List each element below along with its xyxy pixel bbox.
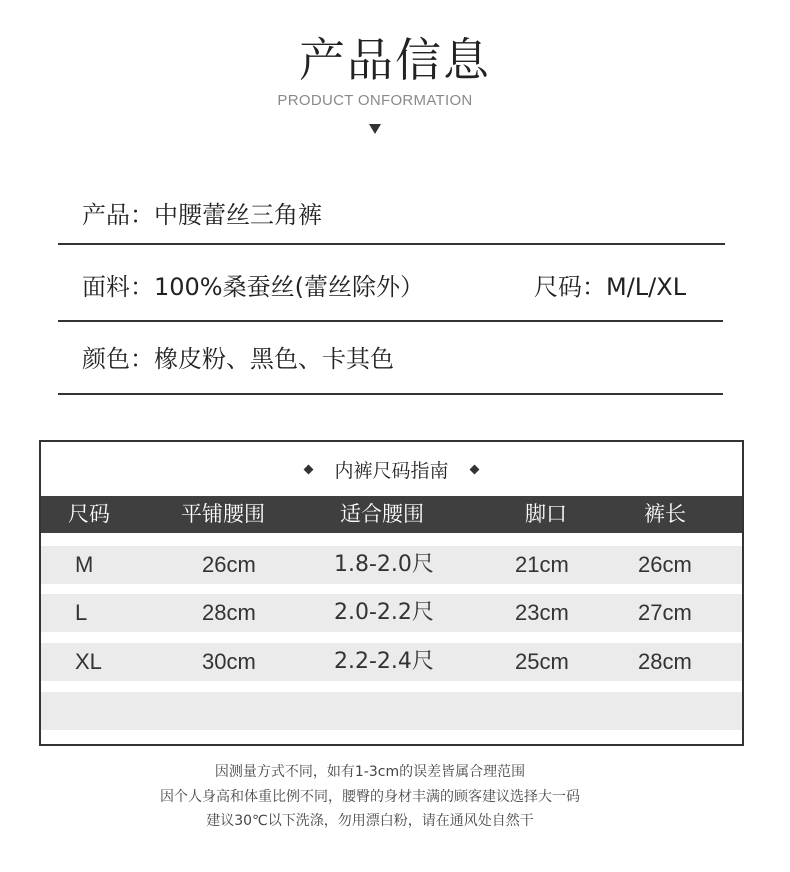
divider <box>58 243 725 245</box>
cell-fit-waist: 2.2-2.4尺 <box>334 649 434 674</box>
product-info: 产品：中腰蕾丝三角裤 <box>82 201 322 229</box>
size-guide-table <box>39 440 744 746</box>
table-row <box>41 594 742 632</box>
divider <box>58 320 723 322</box>
cell-size: M <box>75 552 94 577</box>
cell-fit-waist: 1.8-2.0尺 <box>334 552 434 577</box>
header-flat-waist: 平铺腰围 <box>181 502 265 526</box>
header-fit-waist: 适合腰围 <box>340 502 424 526</box>
cell-leg-opening: 21cm <box>515 552 569 577</box>
note-line-2: 因个人身高和体重比例不同，腰臀的身材丰满的顾客建议选择大一码 <box>160 789 580 805</box>
table-row <box>41 643 742 681</box>
note-line-3: 建议30℃以下洗涤，勿用漂白粉，请在通风处自然干 <box>206 813 534 829</box>
divider <box>58 393 723 395</box>
down-triangle-icon <box>369 124 381 134</box>
page-subtitle: PRODUCT ONFORMATION <box>277 92 473 109</box>
note-line-1: 因测量方式不同，如有1-3cm的误差皆属合理范围 <box>214 764 526 780</box>
cell-length: 28cm <box>638 649 692 674</box>
cell-flat-waist: 26cm <box>202 552 256 577</box>
cell-leg-opening: 23cm <box>515 600 569 625</box>
cell-leg-opening: 25cm <box>515 649 569 674</box>
size-guide-title <box>41 456 742 483</box>
table-header <box>41 496 742 533</box>
cell-size: XL <box>75 649 102 674</box>
size-info: 尺码：M/L/XL <box>534 273 687 301</box>
cell-flat-waist: 28cm <box>202 600 256 625</box>
cell-length: 27cm <box>638 600 692 625</box>
size-guide-title-text: 内裤尺码指南 <box>334 460 449 482</box>
table-row <box>41 546 742 584</box>
page-title: 产品信息 <box>299 33 491 87</box>
cell-fit-waist: 2.0-2.2尺 <box>334 600 434 625</box>
table-row-empty <box>41 692 742 730</box>
cell-length: 26cm <box>638 552 692 577</box>
diamond-icon <box>304 465 314 475</box>
header-length: 裤长 <box>644 502 686 526</box>
header-leg-opening: 脚口 <box>525 502 567 526</box>
cell-flat-waist: 30cm <box>202 649 256 674</box>
diamond-icon <box>469 465 479 475</box>
color-info: 颜色：橡皮粉、黑色、卡其色 <box>82 345 394 373</box>
fabric-info: 面料：100%桑蚕丝(蕾丝除外） <box>82 273 424 301</box>
cell-size: L <box>75 600 88 625</box>
header-size: 尺码 <box>68 502 110 526</box>
